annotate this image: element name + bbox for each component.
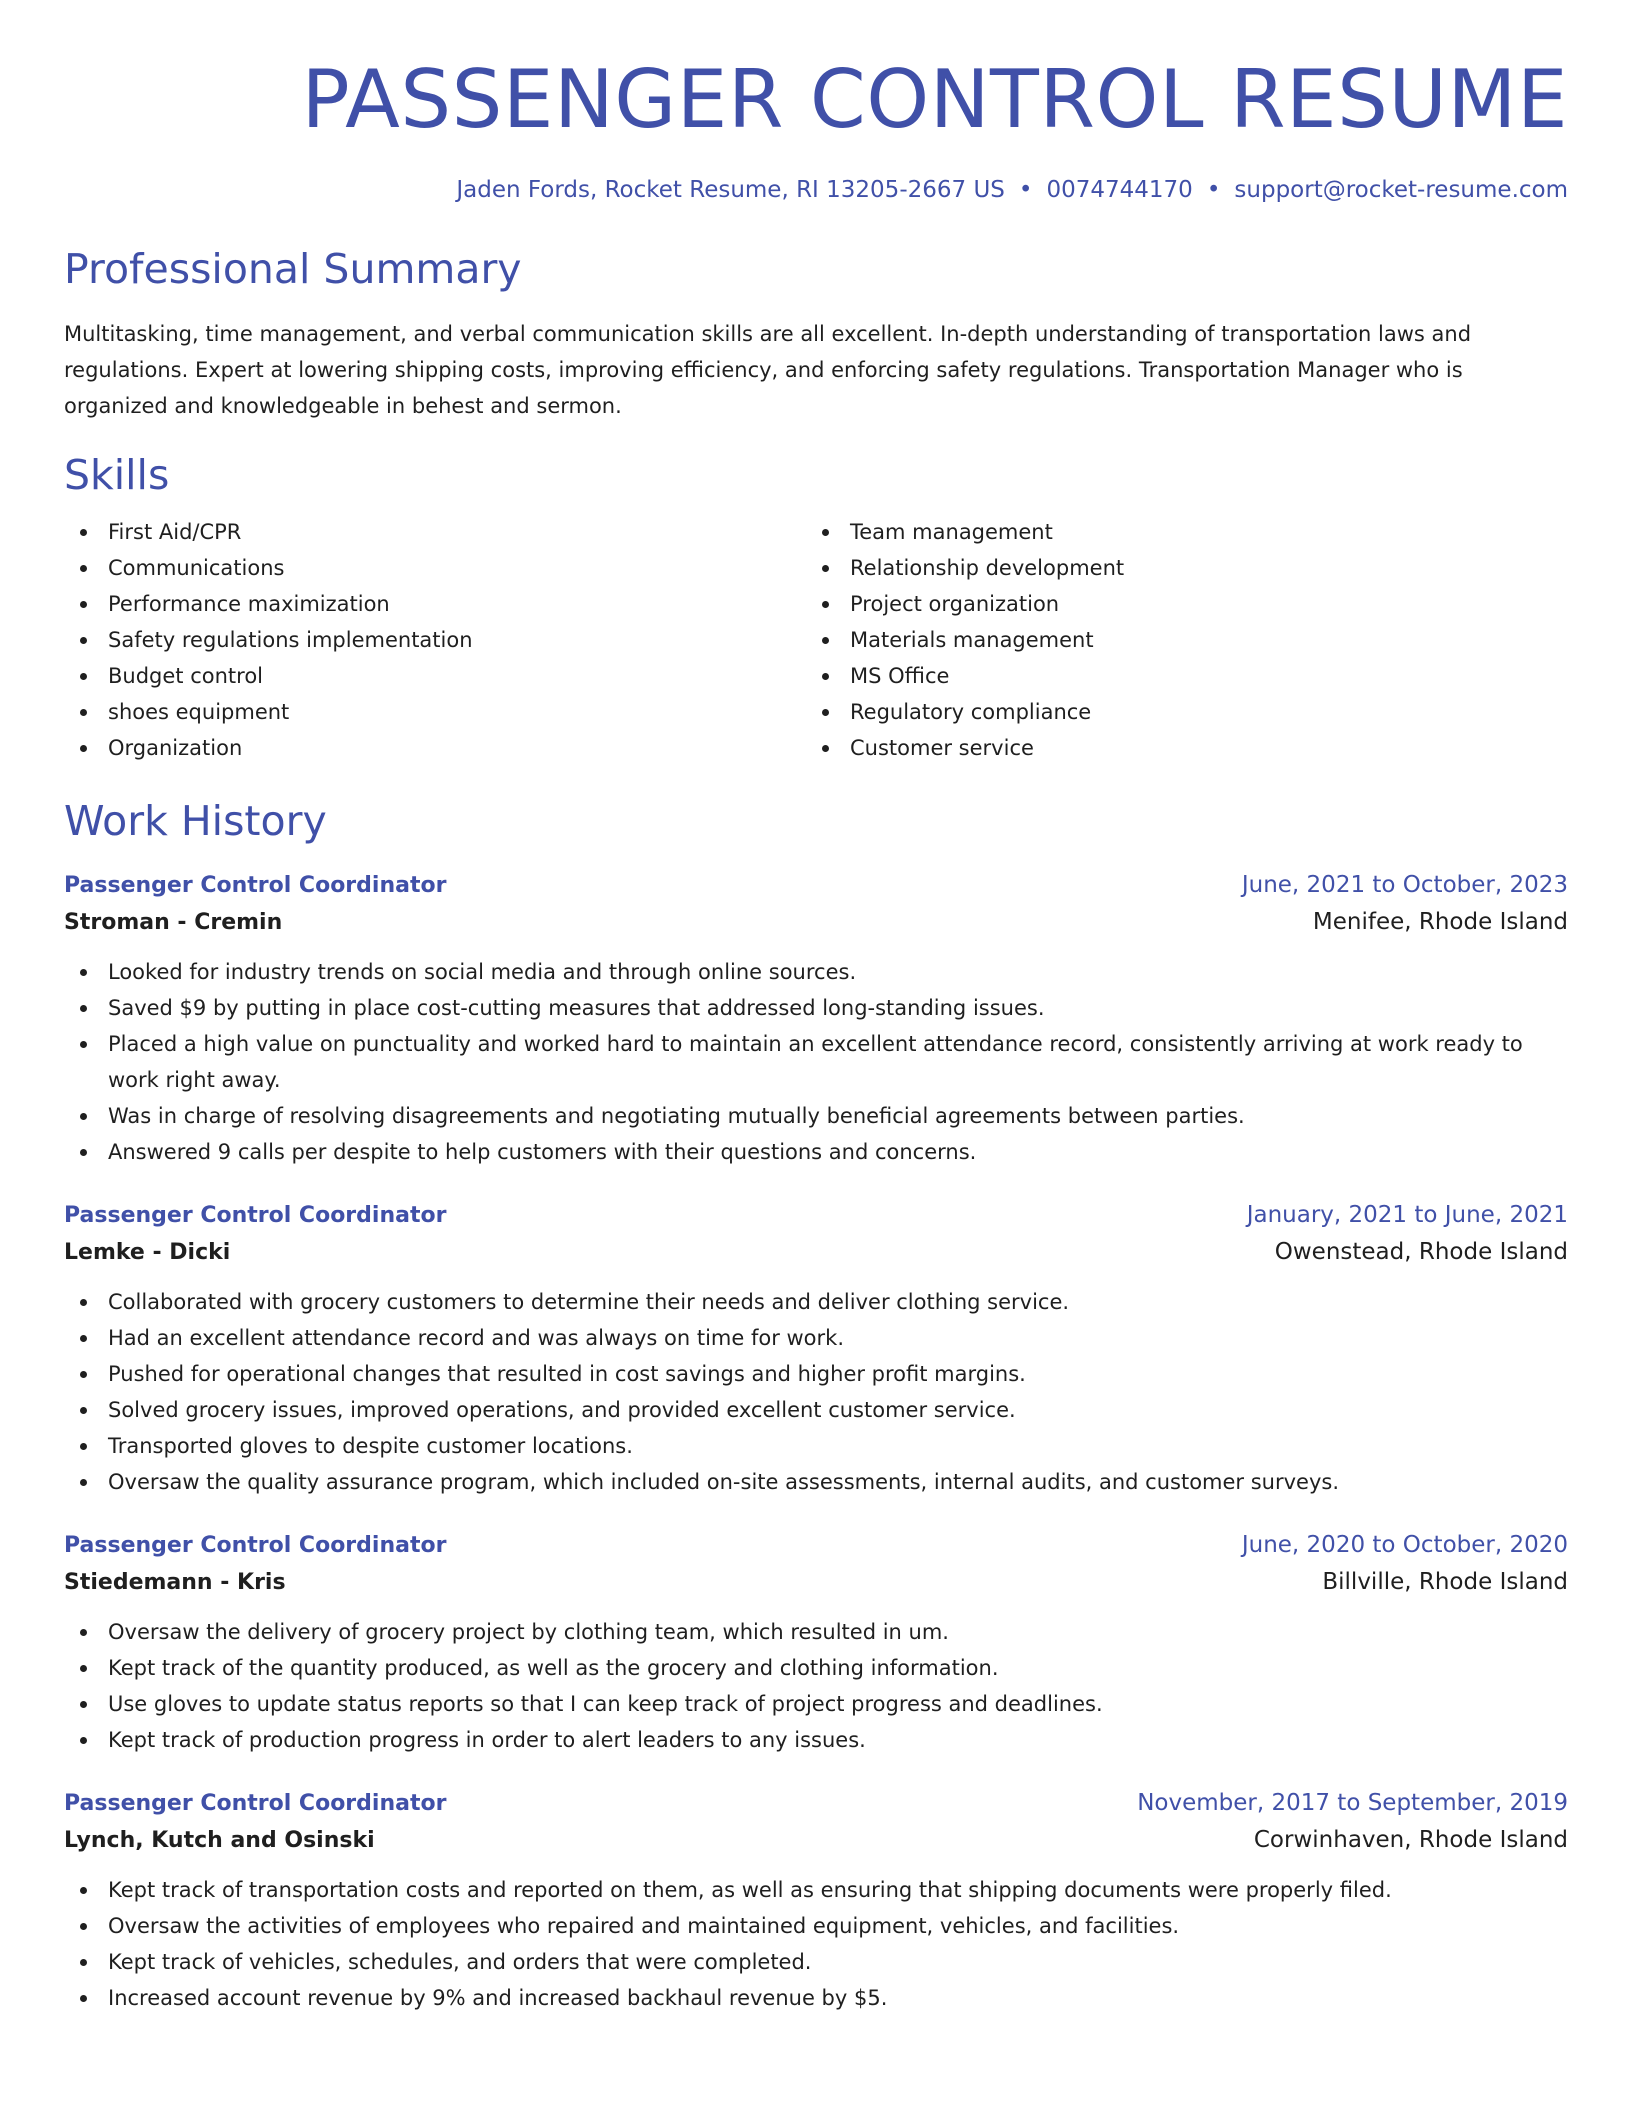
resume-title: PASSENGER CONTROL RESUME xyxy=(301,53,1568,146)
job-bullet: Collaborated with grocery customers to determine their needs and deliver clothing service. xyxy=(64,1284,1568,1320)
skill-item: Relationship development xyxy=(806,550,1548,586)
job-role: Passenger Control Coordinator xyxy=(64,1533,447,1558)
job-bullets xyxy=(64,1872,1568,2016)
job-bullet: Was in charge of resolving disagreements and negotiating mutually beneficial agreements between parties. xyxy=(64,1098,1568,1134)
contact-address: Jaden Fords, Rocket Resume, RI 13205-2667 US xyxy=(456,177,1005,203)
summary-text: Multitasking, time management, and verbal communication skills are all excellent. In-depth understanding of transportation laws and regulations. Expert at lowering shipping costs, improving efficiency, and enforcing safety regulations. Transportation Manager who is organized and knowledgeable in behest and sermon. xyxy=(64,322,1472,418)
job-entry xyxy=(64,868,1568,1170)
job-bullets xyxy=(64,954,1568,1170)
job-location: Billville, Rhode Island xyxy=(1322,1569,1568,1595)
skill-item: MS Office xyxy=(806,658,1548,694)
job-role: Passenger Control Coordinator xyxy=(64,1203,447,1228)
skill-item: First Aid/CPR xyxy=(64,514,806,550)
job-company: Lynch, Kutch and Osinski xyxy=(64,1828,375,1853)
job-role: Passenger Control Coordinator xyxy=(64,1791,447,1816)
summary-heading: Professional Summary xyxy=(64,245,522,293)
job-bullets xyxy=(64,1284,1568,1500)
contact-line xyxy=(64,174,1568,206)
job-bullet: Oversaw the activities of employees who repaired and maintained equipment, vehicles, and facilities. xyxy=(64,1908,1568,1944)
job-company: Stiedemann - Kris xyxy=(64,1570,286,1595)
job-bullet: Answered 9 calls per despite to help customers with their questions and concerns. xyxy=(64,1134,1568,1170)
job-bullet: Kept track of vehicles, schedules, and orders that were completed. xyxy=(64,1944,1568,1980)
job-entry xyxy=(64,1786,1568,2016)
job-bullets xyxy=(64,1614,1568,1758)
skill-item: Safety regulations implementation xyxy=(64,622,806,658)
contact-phone: 0074744170 xyxy=(1046,177,1193,203)
job-bullet: Placed a high value on punctuality and worked hard to maintain an excellent attendance record, consistently arriving at work ready to work right away. xyxy=(64,1026,1568,1098)
skill-item: Organization xyxy=(64,730,806,766)
job-dates: November, 2017 to September, 2019 xyxy=(1137,1790,1568,1816)
resume-page xyxy=(64,0,1568,2016)
job-bullet: Saved $9 by putting in place cost-cutting measures that addressed long-standing issues. xyxy=(64,990,1568,1026)
job-role: Passenger Control Coordinator xyxy=(64,873,447,898)
skill-item: Communications xyxy=(64,550,806,586)
job-location: Owenstead, Rhode Island xyxy=(1274,1239,1568,1265)
skill-item: Team management xyxy=(806,514,1548,550)
job-bullet: Solved grocery issues, improved operations, and provided excellent customer service. xyxy=(64,1392,1568,1428)
skill-item: Regulatory compliance xyxy=(806,694,1548,730)
job-dates: January, 2021 to June, 2021 xyxy=(1246,1202,1568,1228)
skill-item: Materials management xyxy=(806,622,1548,658)
skills-column-left xyxy=(64,514,806,766)
job-entry xyxy=(64,1528,1568,1758)
work-history-heading: Work History xyxy=(64,797,327,845)
contact-separator: • xyxy=(1206,177,1221,203)
skill-item: Project organization xyxy=(806,586,1548,622)
skills-heading: Skills xyxy=(64,451,170,499)
job-bullet: Kept track of the quantity produced, as well as the grocery and clothing information. xyxy=(64,1650,1568,1686)
job-dates: June, 2021 to October, 2023 xyxy=(1241,872,1568,898)
skill-item: Customer service xyxy=(806,730,1548,766)
job-bullet: Transported gloves to despite customer locations. xyxy=(64,1428,1568,1464)
skill-item: Budget control xyxy=(64,658,806,694)
skill-item: Performance maximization xyxy=(64,586,806,622)
job-company: Stroman - Cremin xyxy=(64,910,283,935)
job-company: Lemke - Dicki xyxy=(64,1240,231,1265)
job-bullet: Kept track of transportation costs and reported on them, as well as ensuring that shipping documents were properly filed. xyxy=(64,1872,1568,1908)
job-bullet: Oversaw the delivery of grocery project by clothing team, which resulted in um. xyxy=(64,1614,1568,1650)
job-dates: June, 2020 to October, 2020 xyxy=(1241,1532,1568,1558)
job-bullet: Looked for industry trends on social media and through online sources. xyxy=(64,954,1568,990)
skill-item: shoes equipment xyxy=(64,694,806,730)
job-entry xyxy=(64,1198,1568,1500)
job-bullet: Had an excellent attendance record and was always on time for work. xyxy=(64,1320,1568,1356)
job-bullet: Oversaw the quality assurance program, which included on-site assessments, internal audits, and customer surveys. xyxy=(64,1464,1568,1500)
job-location: Menifee, Rhode Island xyxy=(1312,909,1568,935)
job-bullet: Use gloves to update status reports so that I can keep track of project progress and deadlines. xyxy=(64,1686,1568,1722)
job-bullet: Kept track of production progress in order to alert leaders to any issues. xyxy=(64,1722,1568,1758)
skills-list xyxy=(64,514,1568,766)
skills-column-right xyxy=(806,514,1548,766)
job-location: Corwinhaven, Rhode Island xyxy=(1253,1827,1568,1853)
contact-separator: • xyxy=(1018,177,1033,203)
job-bullet: Pushed for operational changes that resulted in cost savings and higher profit margins. xyxy=(64,1356,1568,1392)
job-bullet: Increased account revenue by 9% and increased backhaul revenue by $5. xyxy=(64,1980,1568,2016)
contact-email[interactable]: support@rocket-resume.com xyxy=(1234,177,1568,203)
